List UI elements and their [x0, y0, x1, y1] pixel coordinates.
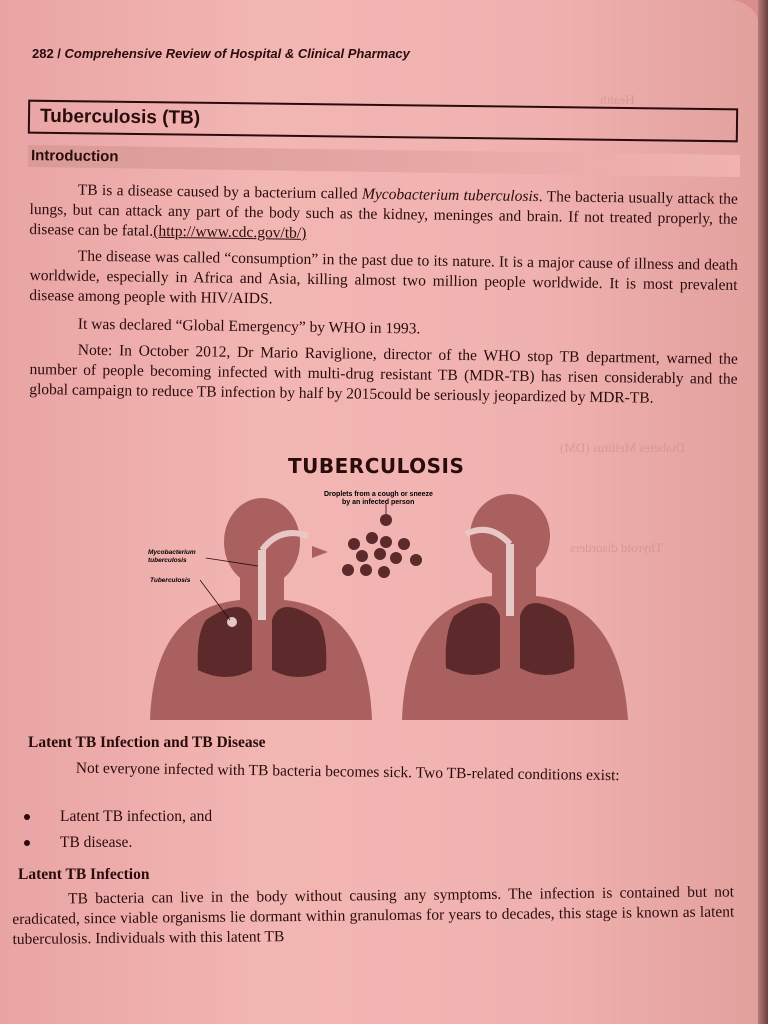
- list-item: [20, 830, 212, 856]
- page-number: 282 /: [32, 46, 61, 61]
- infected-person-figure: [150, 498, 372, 720]
- list-item: [20, 804, 212, 830]
- bullet-icon: [24, 840, 30, 846]
- p1-italic: Mycobacterium tuberculosis: [361, 185, 539, 206]
- list-item-text: Latent TB infection, and: [60, 808, 213, 825]
- latent-infection-heading: Latent TB Infection: [18, 866, 150, 883]
- p1-rest: . The bacteria usually attack the lungs, but can attack any part of the body such as the kidney, meninges and brain. If not treated properly, the disease can be fatal.: [29, 188, 738, 240]
- intro-heading: Introduction: [30, 147, 119, 166]
- tb-label: Tuberculosis: [150, 577, 191, 584]
- intro-paragraph-1: [29, 180, 738, 250]
- p4-text: Note: In October 2012, Dr Mario Raviglione, director of the WHO stop TB department, warned the number of people becoming infected with multi-drug resistant TB (MDR-TB) has risen considerably and the global campaign to reduce TB infection by half by 2015could be seriously jeopardized by MDR-TB.: [29, 341, 738, 407]
- book-title: Comprehensive Review of Hospital & Clinical Pharmacy: [64, 46, 410, 61]
- intro-paragraph-2: [29, 246, 738, 316]
- droplet-label-1: Droplets from a cough or sneeze: [324, 491, 433, 498]
- latent-section-text: Not everyone infected with TB bacteria becomes sick. Two TB-related conditions exist:: [75, 759, 620, 785]
- myco-label-2: tuberculosis: [148, 557, 187, 564]
- show-through-text: Diabetes Mellitus (DM): [560, 440, 685, 455]
- intro-paragraph-4: [29, 340, 738, 410]
- latent-section-heading: Latent TB Infection and TB Disease: [28, 734, 266, 751]
- latent-infection-paragraph: [12, 882, 735, 950]
- droplet-label-2: by an infected person: [342, 499, 415, 506]
- bullet-icon: [24, 814, 30, 820]
- myco-label-1: Mycobacterium: [148, 549, 196, 556]
- show-through-text: Thyroid disorders: [570, 540, 663, 555]
- running-head: [32, 46, 410, 61]
- figure-title: TUBERCULOSIS: [288, 454, 465, 478]
- book-spine: [758, 0, 768, 1024]
- latent-infection-text: TB bacteria can live in the body without causing any symptoms. The infection is contained but not eradicated, since viable organisms lie dormant within granulomas for years to decades, this stage is known as latent tuberculosis. Individuals with this latent TB: [12, 883, 735, 948]
- droplets: [312, 504, 422, 578]
- tb-illustration: [140, 484, 640, 724]
- p1-start: TB is a disease caused by a bacterium called: [77, 181, 363, 203]
- p3-text: It was declared “Global Emergency” by WHO in 1993.: [77, 315, 421, 338]
- list-item-text: TB disease.: [60, 834, 133, 851]
- show-through-text: Health: [600, 92, 635, 107]
- cdc-link[interactable]: (http://www.cdc.gov/tb/): [153, 222, 307, 242]
- condition-list: [20, 804, 212, 856]
- p2-text: The disease was called “consumption” in the past due to its nature. It is a major cause of illness and death worldwide, especially in Africa and Asia, killing almost two million people worldwide. It is most prevalent disease among people with HIV/AIDS.: [29, 247, 738, 308]
- healthy-person-figure: [402, 494, 628, 720]
- section-title: Tuberculosis (TB): [39, 105, 201, 129]
